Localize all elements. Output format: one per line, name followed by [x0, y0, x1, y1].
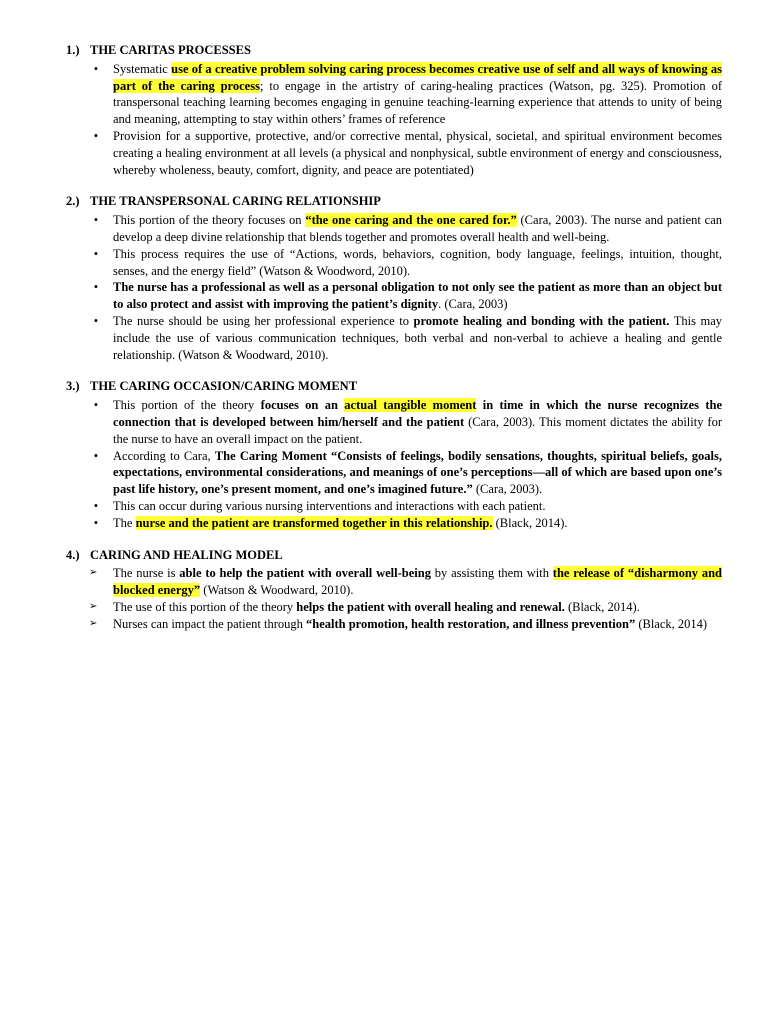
bold-text: focuses on an — [260, 398, 345, 413]
bullet-icon: • — [93, 313, 99, 328]
arrow-bullet-icon: ➢ — [89, 617, 98, 629]
bullet-icon: • — [93, 515, 99, 530]
arrow-bullet-icon: ➢ — [89, 567, 98, 579]
bullet-icon: • — [93, 61, 99, 76]
bullet-list — [66, 61, 722, 179]
section-heading — [66, 378, 722, 395]
section-number: 2.) — [66, 194, 80, 209]
bold-text: helps the patient with overall healing and renewal. — [296, 599, 565, 614]
section-heading — [66, 42, 722, 59]
bullet-icon: • — [93, 498, 99, 513]
bullet-icon: • — [93, 448, 99, 463]
section-caritas-processes — [66, 42, 722, 178]
bold-text: “health promotion, health restoration, and illness prevention” — [306, 616, 636, 631]
section-caring-healing-model — [66, 547, 722, 633]
bullet-icon: • — [93, 280, 99, 295]
bold-text: The Caring Moment “Consists of feelings, bodily sensations, thoughts, spiritual beliefs, goals, expectations, environmental considerations, and meanings of one’s perceptions—all of which are based upon one’s past life history, one’s present moment, and one’s imagined future.” — [113, 448, 722, 497]
list-item: ➢ The nurse is able to help the patient with overall well-being by assisting them with the release of “disharmony and blocked energy” (Watson & Woodward, 2010). — [89, 566, 722, 598]
bullet-icon: • — [93, 213, 99, 228]
section-number: 4.) — [66, 547, 80, 562]
arrow-list — [66, 565, 722, 632]
list-item: • The nurse has a professional as well as a personal obligation to not only see the patient as more than an object but to also protect and assist with improving the patient’s dignity. (Cara, 2003) — [113, 279, 722, 313]
section-caring-occasion — [66, 378, 722, 531]
list-item: • This process requires the use of “Actions, words, behaviors, cognition, body language, feelings, intuition, thought, senses, and the energy field” (Watson & Woodword, 2010). — [113, 246, 722, 280]
section-transpersonal-caring-relationship — [66, 193, 722, 363]
list-item: ➢ The use of this portion of the theory helps the patient with overall healing and renewal. (Black, 2014). — [89, 599, 640, 614]
bullet-list — [66, 397, 722, 531]
arrow-bullet-icon: ➢ — [89, 600, 98, 612]
highlighted-text: use of a creative problem solving caring process becomes creative use of self and all ways of knowing as part of the caring process — [113, 61, 722, 93]
bold-text: in time in which the nurse recognizes the connection that is developed between him/herself and the patient — [113, 398, 723, 429]
list-item: • This can occur during various nursing interventions and interactions with each patient. — [113, 498, 722, 515]
list-item: • The nurse should be using her professional experience to promote healing and bonding with the patient. This may include the use of various communication techniques, both verbal and non-verbal to achieve a healing and gentle relationship. (Watson & Woodward, 2010). — [113, 313, 722, 363]
list-item: • According to Cara, The Caring Moment “Consists of feelings, bodily sensations, thoughts, spiritual beliefs, goals, expectations, environmental considerations, and meanings of one’s perceptions—all of which are based upon one’s past life history, one’s present moment, and one’s imagined future.” (Cara, 2003). — [113, 448, 722, 498]
highlighted-text: the release of “disharmony and blocked energy” — [113, 566, 722, 598]
bold-text: The nurse has a professional as well as a personal obligation to not only see the patient as more than an object but to also protect and assist with improving the patient’s dignity — [113, 280, 722, 312]
highlighted-text: nurse and the patient are transformed together in this relationship. — [135, 515, 493, 530]
section-number: 3.) — [66, 379, 80, 394]
bullet-icon: • — [93, 246, 99, 261]
section-title: THE TRANSPERSONAL CARING RELATIONSHIP — [90, 194, 381, 209]
list-item: • This portion of the theory focuses on “the one caring and the one cared for.” (Cara, 2003). The nurse and patient can develop a deep divine relationship that blends together and promotes overall health and well-being. — [113, 212, 722, 246]
section-title: CARING AND HEALING MODEL — [90, 547, 283, 562]
list-item: • The nurse and the patient are transformed together in this relationship. (Black, 2014). — [113, 515, 722, 532]
bold-text: promote healing and bonding with the patient. — [413, 313, 670, 328]
section-title: THE CARING OCCASION/CARING MOMENT — [90, 379, 358, 394]
highlighted-text: “the one caring and the one cared for.” — [305, 213, 517, 228]
list-item: • Provision for a supportive, protective, and/or corrective mental, physical, societal, and spiritual environment becomes creating a healing environment at all levels (a physical and nonphysical, subtle environment of energy and consciousness, whereby wholeness, beauty, comfort, dignity, and peace are potentiated) — [113, 128, 722, 178]
section-title: THE CARITAS PROCESSES — [90, 43, 251, 57]
section-number: 1.) — [66, 43, 80, 57]
bullet-list — [66, 212, 722, 363]
list-item: • This portion of the theory focuses on an actual tangible moment in time in which the nurse recognizes the connection that is developed between him/herself and the patient (Cara, 2003). This moment dictates the ability for the nurse to have an overall impact on the patient. — [113, 397, 722, 447]
bullet-icon: • — [93, 398, 99, 413]
list-item: ➢ Nurses can impact the patient through “health promotion, health restoration, and illness prevention” (Black, 2014) — [89, 616, 708, 631]
list-item: • Systematic use of a creative problem solving caring process becomes creative use of self and all ways of knowing as part of the caring process; to engage in the artistry of caring-healing practices (Watson, pg. 325). Promotion of transpersonal teaching learning becomes engaging in genuine teaching-learning experience that attends to unity of being and meaning, attempting to stay within others’ frames of reference — [113, 61, 722, 128]
bold-text: able to help the patient with overall well-being — [179, 566, 431, 581]
section-heading — [66, 193, 722, 210]
bullet-icon: • — [93, 128, 99, 143]
highlighted-text: actual tangible moment — [344, 398, 477, 413]
section-heading — [66, 547, 722, 564]
